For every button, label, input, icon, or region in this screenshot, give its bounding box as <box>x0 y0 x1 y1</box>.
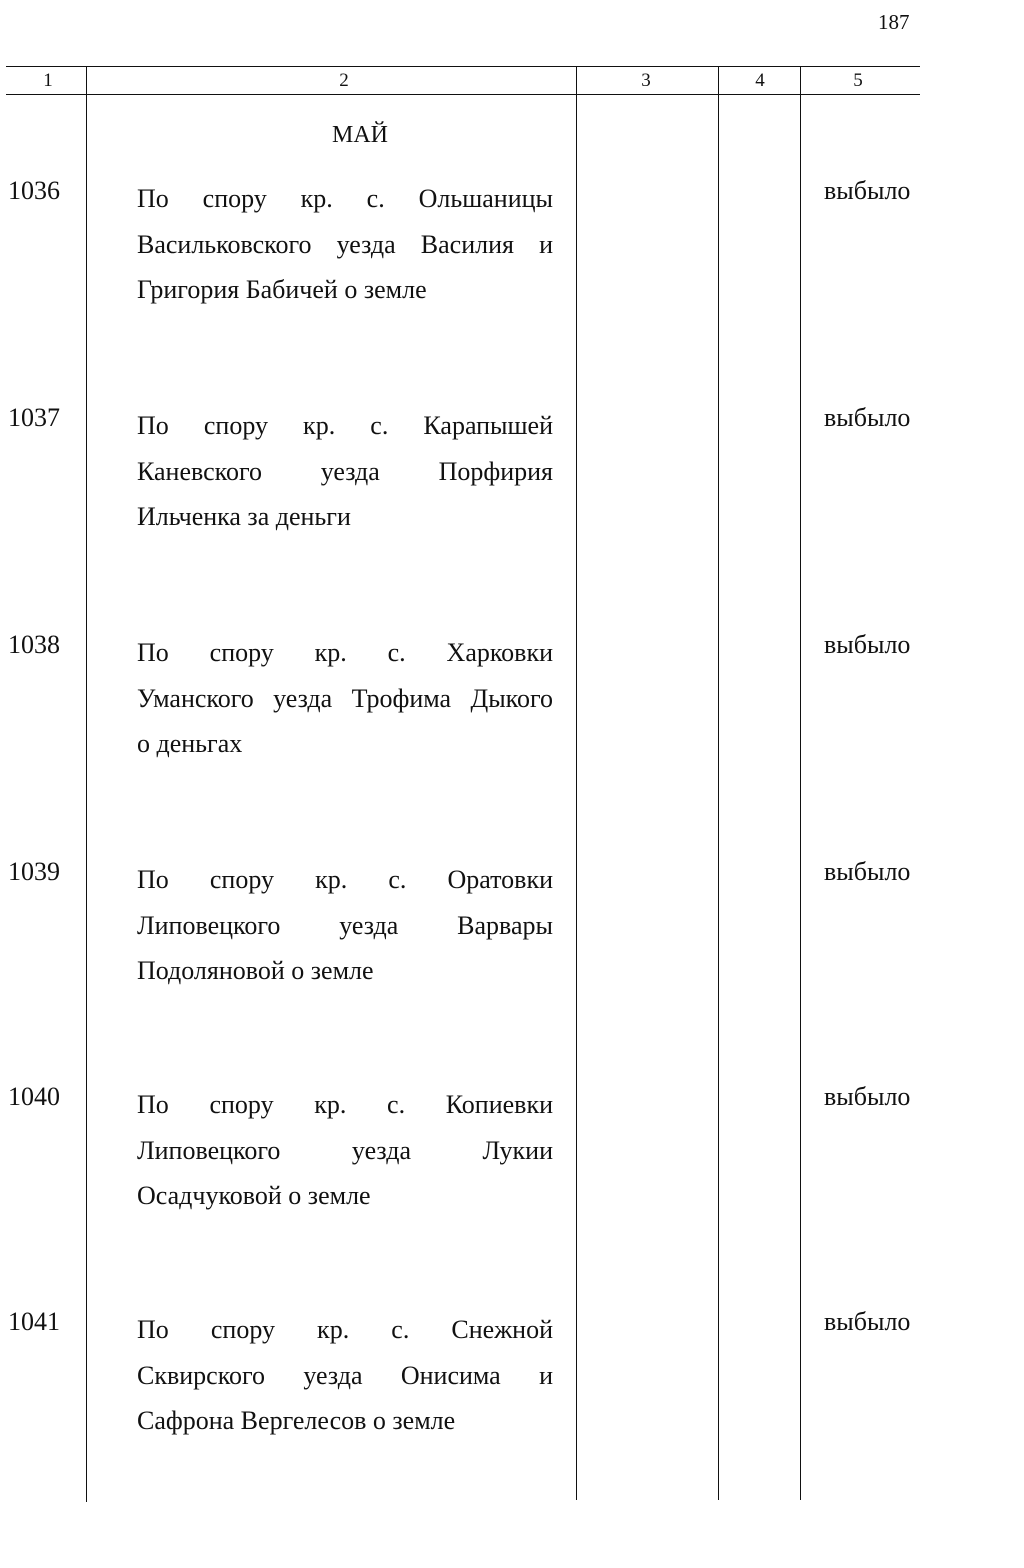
description-line: По спору кр. с. Ольшаницы <box>137 184 553 213</box>
entry-status: выбыло <box>824 1082 911 1111</box>
entry-number: 1040 <box>8 1082 60 1111</box>
description-line: Осадчуковой о земле <box>137 1181 371 1210</box>
column-header-4: 4 <box>755 70 765 91</box>
table-row <box>0 176 1024 376</box>
entry-status: выбыло <box>824 1307 911 1336</box>
entry-number: 1036 <box>8 176 60 205</box>
description-line: По спору кр. с. Карапышей <box>137 411 553 440</box>
table-row <box>0 403 1024 603</box>
entry-description <box>137 1307 553 1444</box>
description-line: Липовецкого уезда Варвары <box>137 910 553 940</box>
column-header-2: 2 <box>339 70 349 91</box>
table-row <box>0 857 1024 1057</box>
entry-description <box>137 176 553 313</box>
entry-description <box>137 403 553 540</box>
description-line: По спору кр. с. Снежной <box>137 1315 553 1344</box>
table-row <box>0 630 1024 830</box>
column-header-3: 3 <box>641 70 651 91</box>
entry-description <box>137 857 553 994</box>
entry-description <box>137 1082 553 1219</box>
column-header-1: 1 <box>43 70 53 91</box>
entry-status: выбыло <box>824 176 911 205</box>
table-row <box>0 1082 1024 1282</box>
entry-status: выбыло <box>824 857 911 886</box>
description-line: По спору кр. с. Оратовки <box>137 865 553 894</box>
table-top-rule <box>6 66 920 67</box>
description-line: Васильковского уезда Василия и <box>137 229 553 259</box>
entry-description <box>137 630 553 767</box>
description-line: Липовецкого уезда Лукии <box>137 1135 553 1165</box>
entry-number: 1039 <box>8 857 60 886</box>
table-row <box>0 1307 1024 1507</box>
description-line: По спору кр. с. Копиевки <box>137 1090 553 1119</box>
month-heading: МАЙ <box>332 122 389 148</box>
description-line: По спору кр. с. Харковки <box>137 638 553 667</box>
entry-number: 1037 <box>8 403 60 432</box>
description-line: Подоляновой о земле <box>137 956 374 985</box>
description-line: Ильченка за деньги <box>137 502 351 531</box>
description-line: о деньгах <box>137 729 243 758</box>
entry-status: выбыло <box>824 630 911 659</box>
description-line: Сквирского уезда Онисима и <box>137 1360 553 1390</box>
table-header-rule <box>6 94 920 95</box>
description-line: Каневского уезда Порфирия <box>137 456 553 486</box>
description-line: Уманского уезда Трофима Дыкого <box>137 683 553 713</box>
entry-status: выбыло <box>824 403 911 432</box>
page-number: 187 <box>878 10 910 34</box>
entry-number: 1041 <box>8 1307 60 1336</box>
entry-number: 1038 <box>8 630 60 659</box>
description-line: Сафрона Вергелесов о земле <box>137 1406 456 1435</box>
column-header-5: 5 <box>853 70 863 91</box>
description-line: Григория Бабичей о земле <box>137 275 427 304</box>
